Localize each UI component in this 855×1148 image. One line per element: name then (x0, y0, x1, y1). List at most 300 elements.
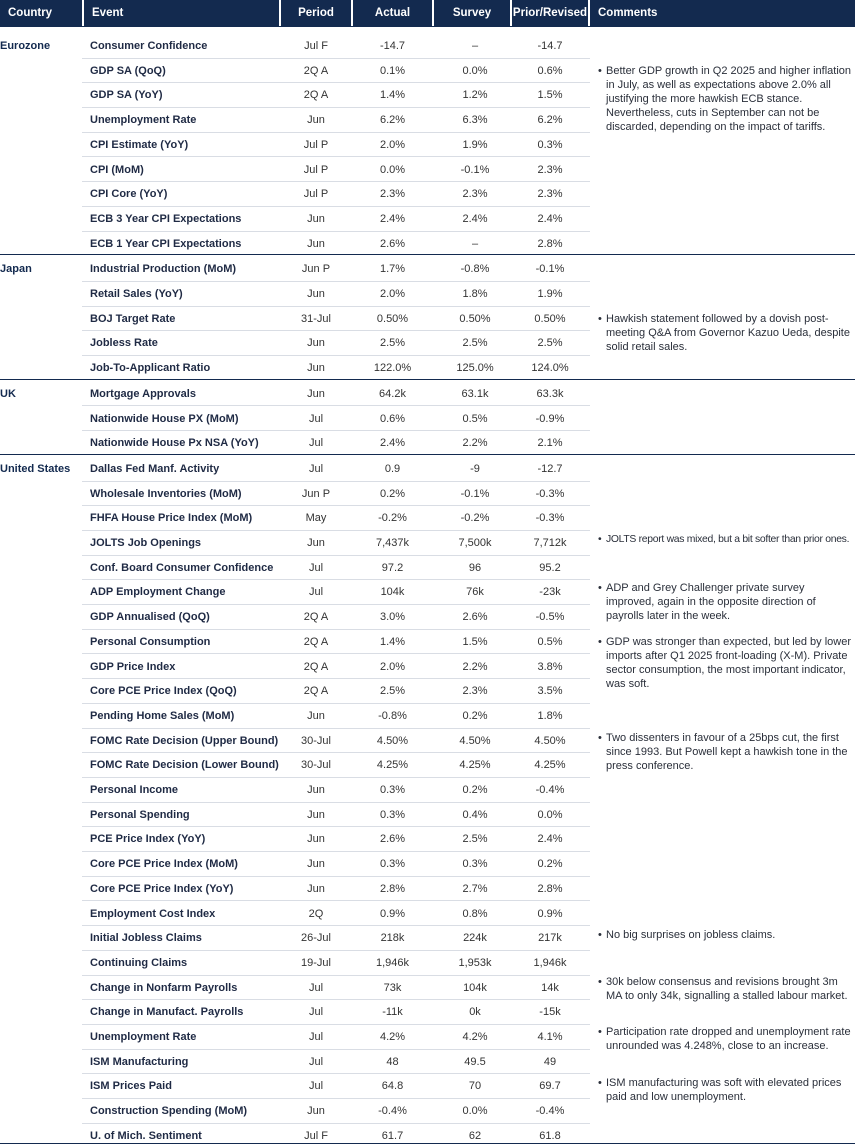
actual-cell: 0.3% (379, 808, 406, 821)
event-cell: U. of Mich. Sentiment (90, 1129, 202, 1142)
event-cell: Continuing Claims (90, 956, 188, 969)
event-cell: Change in Manufact. Payrolls (90, 1006, 244, 1019)
prior-cell: 63.3k (536, 387, 564, 400)
actual-cell: 0.6% (379, 412, 406, 425)
comment-fomc: • Two dissenters in favour of a 25bps cut, the first since 1993. But Powell kept a hawkish tone in the press conference. (598, 732, 848, 772)
period-cell: Jun (307, 337, 325, 350)
period-cell: Jul (308, 1031, 324, 1043)
event-cell: Conf. Board Consumer Confidence (90, 561, 274, 574)
survey-cell: 76k (466, 586, 484, 599)
survey-cell: 7,500k (458, 537, 492, 549)
actual-cell: 0.1% (379, 64, 406, 77)
table-row (82, 282, 590, 307)
table-row (82, 852, 590, 877)
comment-ism: • ISM manufacturing was soft with elevated prices paid and low unemployment. (598, 1077, 842, 1103)
table-row (82, 207, 590, 232)
event-cell: Nationwide House PX (MoM) (90, 412, 239, 425)
prior-cell: 2.8% (537, 237, 563, 250)
header-actual: Actual (353, 0, 432, 26)
prior-cell: 3.8% (537, 660, 563, 673)
event-cell: Wholesale Inventories (MoM) (90, 487, 242, 500)
survey-cell: 0.4% (462, 808, 488, 821)
actual-cell: 4.25% (376, 759, 409, 772)
period-cell: Jun P (301, 487, 331, 500)
survey-cell: 0.50% (459, 312, 491, 325)
actual-cell: 2.0% (379, 138, 406, 151)
period-cell: Jul (308, 437, 324, 450)
period-cell: Jun (307, 114, 325, 127)
table-row (82, 307, 590, 332)
survey-cell: -0.8% (460, 263, 490, 276)
period-cell: 26-Jul (301, 932, 331, 945)
survey-cell: 2.2% (462, 437, 488, 450)
event-cell: Initial Jobless Claims (90, 932, 202, 945)
survey-cell: 62 (468, 1129, 482, 1142)
survey-cell: 2.4% (462, 212, 488, 225)
actual-cell: 4.50% (376, 734, 409, 747)
period-cell: Jun (307, 882, 325, 895)
prior-cell: 95.2 (539, 561, 561, 574)
prior-cell: 4.25% (534, 759, 566, 772)
country-label: United States (0, 462, 71, 475)
prior-cell: 2.5% (537, 337, 563, 350)
survey-cell: -9 (470, 462, 480, 475)
period-cell: 2Q A (303, 635, 329, 648)
survey-cell: – (471, 237, 479, 250)
prior-cell: 0.3% (537, 138, 563, 151)
actual-cell: 4.2% (379, 1031, 406, 1043)
actual-cell: 73k (383, 981, 402, 994)
actual-cell: 2.4% (379, 437, 406, 450)
table-row (82, 976, 590, 1001)
survey-cell: 0.8% (462, 907, 488, 920)
actual-cell: -0.4% (378, 1105, 407, 1118)
prior-cell: 124.0% (531, 362, 569, 375)
period-cell: Jul (308, 412, 324, 425)
table-row (82, 630, 590, 655)
table-row (82, 655, 590, 680)
comment-unemployment: • Participation rate dropped and unemployment rate unrounded was 4.248%, close to an increase. (598, 1026, 851, 1052)
bullet-icon: • (598, 929, 602, 941)
survey-cell: -0.1% (460, 487, 490, 500)
comment-eurozone: • Better GDP growth in Q2 2025 and higher inflation in July, as well as expectations above 2.0% all justifying the more hawkish ECB stance. Nevertheless, cuts in September can not be discarded, depending on the impact of tariffs. (598, 65, 852, 133)
event-cell: Employment Cost Index (90, 907, 216, 920)
table-row (82, 778, 590, 803)
period-cell: Jul F (304, 40, 328, 52)
actual-cell: 104k (380, 586, 405, 599)
event-cell: Core PCE Price Index (YoY) (90, 882, 234, 895)
event-cell: Unemployment Rate (90, 1031, 197, 1043)
actual-cell: 2.8% (379, 882, 406, 895)
survey-cell: 1.5% (462, 635, 488, 648)
actual-cell: 3.0% (379, 611, 406, 624)
prior-cell: 49 (543, 1055, 557, 1068)
survey-cell: 104k (463, 981, 487, 994)
survey-cell: 0.3% (462, 858, 488, 871)
prior-cell: 1.5% (537, 89, 563, 102)
period-cell: Jul P (303, 163, 329, 176)
table-row (82, 158, 590, 183)
actual-cell: 0.9 (384, 462, 401, 475)
table-row (82, 182, 590, 207)
prior-cell: 1,946k (533, 956, 567, 969)
prior-cell: 0.9% (537, 907, 563, 920)
event-cell: Nationwide House Px NSA (YoY) (90, 437, 259, 450)
table-row (82, 580, 590, 605)
survey-cell: 4.2% (462, 1031, 488, 1043)
event-cell: Core PCE Price Index (QoQ) (90, 685, 237, 698)
event-cell: ADP Employment Change (90, 586, 226, 599)
table-row (82, 556, 590, 581)
comment-jolts: • JOLTS report was mixed, but a bit softer than prior ones. (598, 534, 850, 545)
period-cell: Jul (308, 1055, 324, 1068)
period-cell: May (305, 512, 327, 525)
country-label: Japan (0, 263, 32, 276)
period-cell: Jun (307, 784, 325, 796)
country-label: UK (0, 387, 16, 400)
actual-cell: 0.50% (376, 312, 409, 325)
table-row (82, 407, 590, 432)
event-cell: CPI Core (YoY) (90, 188, 168, 201)
survey-cell: 1,953k (458, 956, 492, 969)
prior-cell: 4.1% (537, 1031, 563, 1043)
event-cell: GDP Price Index (90, 660, 176, 673)
survey-cell: 4.50% (459, 734, 491, 747)
comment-adp: • ADP and Grey Challenger private survey improved, again in the opposite direction of payrolls later in the week. (598, 582, 816, 622)
prior-cell: 0.0% (537, 808, 563, 821)
prior-cell: 0.5% (537, 635, 563, 648)
period-cell: Jun (307, 858, 325, 871)
actual-cell: 6.2% (379, 114, 406, 127)
event-cell: Job-To-Applicant Ratio (90, 362, 211, 375)
event-cell: Mortgage Approvals (90, 387, 196, 400)
event-cell: ECB 1 Year CPI Expectations (90, 237, 242, 250)
event-cell: GDP Annualised (QoQ) (90, 611, 210, 624)
actual-cell: 64.2k (379, 387, 406, 400)
survey-cell: 2.7% (462, 882, 488, 895)
prior-cell: -12.7 (537, 462, 563, 475)
header-prior: Prior/Revised (512, 0, 588, 26)
survey-cell: 0.5% (462, 412, 488, 425)
actual-cell: 7,437k (375, 537, 410, 549)
bullet-icon: • (598, 1026, 602, 1038)
period-cell: 2Q A (303, 685, 329, 698)
period-cell: Jun (307, 833, 325, 846)
period-cell: Jun (307, 237, 325, 250)
actual-cell: -0.8% (378, 709, 407, 722)
survey-cell: 96 (468, 561, 482, 574)
period-cell: Jun (307, 709, 325, 722)
table-row (82, 926, 590, 951)
actual-cell: 1.4% (379, 635, 406, 648)
bullet-icon: • (598, 65, 602, 77)
survey-cell: 0k (469, 1006, 481, 1019)
table-row (82, 951, 590, 976)
actual-cell: 2.6% (379, 237, 406, 250)
prior-cell: 6.2% (537, 114, 563, 127)
table-row (82, 1099, 590, 1124)
survey-cell: 4.25% (459, 759, 491, 772)
header-country: Country (0, 0, 82, 26)
survey-cell: 2.5% (462, 337, 488, 350)
survey-cell: 224k (463, 932, 487, 945)
group-divider (0, 26, 855, 27)
period-cell: Jul F (304, 1129, 328, 1142)
event-cell: FOMC Rate Decision (Upper Bound) (90, 734, 279, 747)
prior-cell: 4.50% (534, 734, 566, 747)
table-row (82, 902, 590, 927)
prior-cell: -14.7 (537, 40, 563, 52)
table-row (82, 331, 590, 356)
survey-cell: 0.2% (462, 784, 488, 796)
table-row (82, 34, 590, 59)
actual-cell: 0.3% (379, 858, 406, 871)
survey-cell: 1.8% (462, 288, 488, 300)
event-cell: Jobless Rate (90, 337, 158, 350)
actual-cell: 0.2% (379, 487, 406, 500)
bullet-icon: • (598, 313, 602, 325)
event-cell: Consumer Confidence (90, 40, 208, 52)
period-cell: Jul (308, 462, 324, 475)
prior-cell: 0.6% (537, 64, 563, 77)
period-cell: Jul (308, 981, 324, 994)
period-cell: Jun (307, 1105, 325, 1118)
period-cell: Jun (307, 387, 325, 400)
actual-cell: 2.4% (379, 212, 406, 225)
period-cell: Jun (307, 212, 325, 225)
actual-cell: 0.3% (379, 784, 406, 796)
actual-cell: 2.6% (379, 833, 406, 846)
event-cell: Industrial Production (MoM) (90, 263, 237, 276)
period-cell: 2Q A (303, 64, 329, 77)
prior-cell: 14k (541, 981, 559, 994)
event-cell: Core PCE Price Index (MoM) (90, 858, 238, 871)
event-cell: Dallas Fed Manf. Activity (90, 462, 220, 475)
bullet-icon: • (598, 732, 602, 744)
table-row (82, 382, 590, 407)
survey-cell: 2.5% (462, 833, 488, 846)
period-cell: 2Q A (303, 89, 329, 102)
period-cell: 19-Jul (301, 956, 331, 969)
event-cell: CPI (MoM) (90, 163, 144, 176)
event-cell: Personal Spending (90, 808, 190, 821)
actual-cell: 2.3% (379, 188, 406, 201)
table-row (82, 133, 590, 158)
survey-cell: 0.0% (462, 1105, 488, 1118)
event-cell: FHFA House Price Index (MoM) (90, 512, 253, 525)
event-cell: Unemployment Rate (90, 114, 197, 127)
prior-cell: -23k (539, 586, 561, 599)
header-event: Event (84, 0, 279, 26)
event-cell: GDP SA (YoY) (90, 89, 163, 102)
table-row (82, 679, 590, 704)
period-cell: Jun (307, 288, 325, 300)
event-cell: BOJ Target Rate (90, 312, 176, 325)
event-cell: Pending Home Sales (MoM) (90, 709, 235, 722)
table-row (82, 431, 590, 456)
table-row (82, 605, 590, 630)
survey-cell: 0.0% (462, 64, 488, 77)
period-cell: 2Q A (303, 611, 329, 624)
prior-cell: -0.1% (535, 263, 565, 276)
survey-cell: – (471, 40, 479, 52)
prior-cell: 1.8% (537, 709, 563, 722)
comment-japan: • Hawkish statement followed by a dovish post-meeting Q&A from Governor Kazuo Ueda, despite solid retail sales. (598, 313, 850, 353)
period-cell: Jun (307, 537, 325, 549)
country-label: Eurozone (0, 40, 51, 52)
event-cell: ISM Manufacturing (90, 1055, 189, 1068)
prior-cell: 0.50% (534, 312, 566, 325)
period-cell: Jun (307, 362, 325, 375)
survey-cell: 63.1k (461, 387, 489, 400)
event-cell: Construction Spending (MoM) (90, 1105, 248, 1118)
prior-cell: -15k (539, 1006, 561, 1019)
actual-cell: 2.5% (379, 685, 406, 698)
period-cell: Jun (307, 808, 325, 821)
period-cell: Jul (308, 1080, 324, 1093)
group-divider (0, 379, 855, 380)
prior-cell: -0.4% (535, 1105, 565, 1118)
prior-cell: 1.9% (537, 288, 563, 300)
actual-cell: 1,946k (375, 956, 410, 969)
survey-cell: 1.9% (462, 138, 488, 151)
period-cell: 2Q (308, 907, 324, 920)
group-divider (0, 254, 855, 255)
period-cell: Jul (308, 561, 324, 574)
prior-cell: 2.4% (537, 833, 563, 846)
period-cell: Jul (308, 1006, 324, 1019)
survey-cell: -0.2% (460, 512, 490, 525)
actual-cell: 2.5% (379, 337, 406, 350)
table-bottom-rule (0, 1143, 855, 1144)
bullet-icon: • (598, 636, 602, 648)
table-row (82, 704, 590, 729)
actual-cell: 61.7 (381, 1129, 404, 1142)
group-divider (0, 454, 855, 455)
table-row (82, 531, 590, 556)
period-cell: 31-Jul (301, 312, 331, 325)
prior-cell: 61.8 (539, 1129, 561, 1142)
header-survey: Survey (434, 0, 510, 26)
table-row (82, 232, 590, 257)
period-cell: Jun P (301, 263, 331, 276)
event-cell: Personal Income (90, 784, 179, 796)
table-row (82, 1000, 590, 1025)
prior-cell: 2.3% (537, 163, 563, 176)
prior-cell: -0.4% (535, 784, 565, 796)
survey-cell: 49.5 (464, 1055, 486, 1068)
table-row (82, 877, 590, 902)
actual-cell: -0.2% (378, 512, 407, 525)
survey-cell: 2.3% (462, 188, 488, 201)
bullet-icon: • (598, 534, 602, 545)
prior-cell: 0.2% (537, 858, 563, 871)
actual-cell: 0.9% (379, 907, 406, 920)
table-row (82, 1050, 590, 1075)
table-row (82, 356, 590, 381)
table-row (82, 827, 590, 852)
period-cell: 30-Jul (301, 759, 331, 772)
comment-nfp: • 30k below consensus and revisions brought 3m MA to only 34k, signalling a stalled labour market. (598, 976, 848, 1002)
period-cell: 2Q A (303, 660, 329, 673)
event-cell: Retail Sales (YoY) (90, 288, 183, 300)
table-row (82, 1124, 590, 1148)
prior-cell: 2.3% (537, 188, 563, 201)
actual-cell: -14.7 (379, 40, 406, 52)
bullet-icon: • (598, 976, 602, 988)
prior-cell: -0.9% (535, 412, 565, 425)
table-row (82, 753, 590, 778)
survey-cell: 1.2% (462, 89, 488, 102)
survey-cell: 0.2% (462, 709, 488, 722)
actual-cell: -11k (382, 1006, 403, 1019)
event-cell: ECB 3 Year CPI Expectations (90, 212, 242, 225)
prior-cell: 69.7 (539, 1080, 561, 1093)
actual-cell: 2.0% (379, 660, 406, 673)
actual-cell: 122.0% (373, 362, 412, 375)
header-period: Period (281, 0, 351, 26)
prior-cell: 3.5% (537, 685, 563, 698)
survey-cell: 6.3% (462, 114, 488, 127)
period-cell: Jul P (303, 188, 329, 201)
survey-cell: 125.0% (456, 362, 494, 375)
period-cell: Jul P (303, 138, 329, 151)
survey-cell: -0.1% (460, 163, 490, 176)
table-row (82, 457, 590, 482)
survey-cell: 70 (468, 1080, 482, 1093)
prior-cell: 217k (538, 932, 562, 945)
event-cell: Personal Consumption (90, 635, 211, 648)
event-cell: JOLTS Job Openings (90, 537, 202, 549)
period-cell: 30-Jul (301, 734, 331, 747)
actual-cell: 0.0% (379, 163, 406, 176)
table-row (82, 482, 590, 507)
actual-cell: 1.7% (379, 263, 406, 276)
table-row (82, 83, 590, 108)
event-cell: CPI Estimate (YoY) (90, 138, 189, 151)
table-row (82, 729, 590, 754)
event-cell: Change in Nonfarm Payrolls (90, 981, 238, 994)
table-row (82, 108, 590, 133)
comment-gdp: • GDP was stronger than expected, but led by lower imports after Q1 2025 front-loading (X-M). Private sector consumption, the most important indicator, was soft. (598, 636, 851, 690)
event-cell: GDP SA (QoQ) (90, 64, 166, 77)
table-row (82, 803, 590, 828)
survey-cell: 2.3% (462, 685, 488, 698)
table-row (82, 1074, 590, 1099)
comment-claims: • No big surprises on jobless claims. (598, 929, 776, 941)
event-cell: PCE Price Index (YoY) (90, 833, 206, 846)
actual-cell: 97.2 (381, 561, 404, 574)
period-cell: Jul (308, 586, 324, 599)
survey-cell: 2.6% (462, 611, 488, 624)
actual-cell: 64.8 (381, 1080, 404, 1093)
prior-cell: -0.5% (535, 611, 565, 624)
table-row (82, 59, 590, 84)
bullet-icon: • (598, 1077, 602, 1089)
survey-cell: 2.2% (462, 660, 488, 673)
prior-cell: 2.1% (537, 437, 563, 450)
table-header (0, 0, 855, 26)
bullet-icon: • (598, 582, 602, 594)
header-comments: Comments (590, 0, 855, 26)
prior-cell: 2.8% (537, 882, 563, 895)
table-row (82, 1025, 590, 1050)
actual-cell: 1.4% (379, 89, 406, 102)
prior-cell: 2.4% (537, 212, 563, 225)
actual-cell: 48 (386, 1055, 399, 1068)
prior-cell: -0.3% (535, 512, 565, 525)
table-row (82, 506, 590, 531)
